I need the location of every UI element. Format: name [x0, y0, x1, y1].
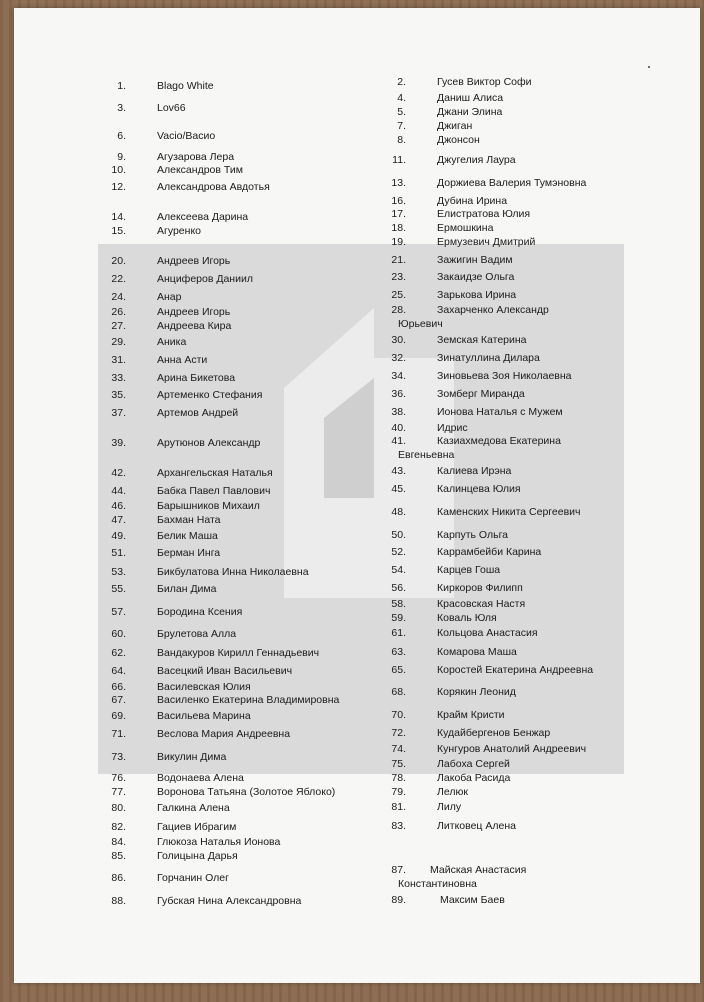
- item-number: 58.: [391, 598, 406, 610]
- item-name: Воронова Татьяна (Золотое Яблоко): [157, 786, 336, 798]
- item-number: 55.: [111, 583, 126, 595]
- item-name: Аника: [157, 336, 187, 348]
- item-number: 4.: [397, 92, 406, 104]
- item-name: Кунгуров Анатолий Андреевич: [437, 743, 587, 755]
- item-name: Алексеева Дарина: [157, 211, 249, 223]
- item-name: Гациев Ибрагим: [157, 821, 237, 833]
- item-number: 57.: [111, 606, 126, 618]
- item-name: Артеменко Стефания: [157, 389, 263, 401]
- item-number: 34.: [391, 370, 406, 382]
- item-name: Артемов Андрей: [157, 407, 239, 419]
- item-number: 84.: [111, 836, 126, 848]
- item-name: Губская Нина Александровна: [157, 895, 302, 907]
- item-number: 9.: [117, 151, 126, 163]
- item-name: Vacio/Васио: [157, 130, 216, 142]
- item-number: 26.: [111, 306, 126, 318]
- item-name: Дубина Ирина: [437, 195, 508, 207]
- item-number: 67.: [111, 694, 126, 706]
- item-name: Васецкий Иван Васильевич: [157, 665, 293, 677]
- item-number: 17.: [391, 208, 406, 220]
- item-number: 61.: [391, 627, 406, 639]
- item-name: Крайм Кристи: [437, 709, 505, 721]
- item-number: 60.: [111, 628, 126, 640]
- item-name: Бабка Павел Павлович: [157, 485, 271, 497]
- item-name: Красовская Настя: [437, 598, 526, 610]
- item-number: 87.: [391, 864, 406, 876]
- item-name: Идрис: [437, 422, 468, 434]
- item-name: Кудайбергенов Бенжар: [437, 727, 551, 739]
- item-name: Александрова Авдотья: [157, 181, 270, 193]
- item-number: 74.: [391, 743, 406, 755]
- item-number: 88.: [111, 895, 126, 907]
- item-name: Лилу: [437, 801, 462, 813]
- item-name: Каменских Никита Сергеевич: [437, 506, 581, 518]
- item-number: 71.: [111, 728, 126, 740]
- item-number: 8.: [397, 134, 406, 146]
- item-name: Бахман Ната: [157, 514, 221, 526]
- item-number: 22.: [111, 273, 126, 285]
- item-number: 72.: [391, 727, 406, 739]
- item-number: 39.: [111, 437, 126, 449]
- item-name: Зинатуллина Дилара: [437, 352, 540, 364]
- item-name: Джани Элина: [437, 106, 503, 118]
- item-number: 66.: [111, 681, 126, 693]
- item-name: Зиновьева Зоя Николаевна: [437, 370, 572, 382]
- item-name: Бикбулатова Инна Николаевна: [157, 566, 309, 578]
- item-name: Василенко Екатерина Владимировна: [157, 694, 340, 706]
- item-name: Зомберг Миранда: [437, 388, 525, 400]
- item-name: Андреев Игорь: [157, 255, 231, 267]
- item-name: Лакоба Расида: [437, 772, 511, 784]
- item-name: Карпуть Ольга: [437, 529, 509, 541]
- item-number: 54.: [391, 564, 406, 576]
- item-number: 65.: [391, 664, 406, 676]
- item-name: Берман Инга: [157, 547, 221, 559]
- item-number: 81.: [391, 801, 406, 813]
- item-number: 13.: [391, 177, 406, 189]
- item-number: 56.: [391, 582, 406, 594]
- item-number: 30.: [391, 334, 406, 346]
- item-number: 75.: [391, 758, 406, 770]
- item-number: 83.: [391, 820, 406, 832]
- item-name: Брулетова Алла: [157, 628, 237, 640]
- item-number: 7.: [397, 120, 406, 132]
- item-name: Каррамбейби Карина: [437, 546, 542, 558]
- item-name: Доржиева Валерия Тумэновна: [437, 177, 587, 189]
- item-name: Коваль Юля: [437, 612, 497, 624]
- item-number: 24.: [111, 291, 126, 303]
- item-number: 78.: [391, 772, 406, 784]
- item-name: Васильева Марина: [157, 710, 251, 722]
- item-name: Джугелия Лаура: [437, 154, 516, 166]
- item-name: Горчанин Олег: [157, 872, 229, 884]
- item-number: 32.: [391, 352, 406, 364]
- item-number: 5.: [397, 106, 406, 118]
- item-number: 44.: [111, 485, 126, 497]
- item-number: 69.: [111, 710, 126, 722]
- item-number: 77.: [111, 786, 126, 798]
- item-number: 53.: [111, 566, 126, 578]
- item-number: 6.: [117, 130, 126, 142]
- item-name: Билан Дима: [157, 583, 217, 595]
- item-number: 42.: [111, 467, 126, 479]
- item-number: 46.: [111, 500, 126, 512]
- item-number: 43.: [391, 465, 406, 477]
- item-number: 27.: [111, 320, 126, 332]
- item-name: Архангельская Наталья: [157, 467, 273, 479]
- item-name: Blago White: [157, 80, 214, 92]
- item-name: Анар: [157, 291, 182, 303]
- item-name: Лелюк: [437, 786, 468, 798]
- item-number: 82.: [111, 821, 126, 833]
- item-name: Зарькова Ирина: [437, 289, 517, 301]
- item-number: 3.: [117, 102, 126, 114]
- item-name: Анциферов Даниил: [157, 273, 253, 285]
- item-name: Зажигин Вадим: [437, 254, 513, 266]
- item-number: 35.: [111, 389, 126, 401]
- item-number: 52.: [391, 546, 406, 558]
- item-number: 79.: [391, 786, 406, 798]
- item-name: Lov66: [157, 102, 186, 114]
- item-number: 64.: [111, 665, 126, 677]
- item-number: 89.: [391, 894, 406, 906]
- item-name: Максим Баев: [440, 894, 505, 906]
- item-number: 51.: [111, 547, 126, 559]
- item-number: 20.: [111, 255, 126, 267]
- item-number: 48.: [391, 506, 406, 518]
- item-name: Литковец Алена: [437, 820, 516, 832]
- item-number: 70.: [391, 709, 406, 721]
- item-name: Корякин Леонид: [437, 686, 516, 698]
- item-number: 86.: [111, 872, 126, 884]
- item-number: 37.: [111, 407, 126, 419]
- item-number: 33.: [111, 372, 126, 384]
- item-name: Константиновна: [398, 878, 477, 890]
- item-number: 21.: [391, 254, 406, 266]
- item-number: 25.: [391, 289, 406, 301]
- item-number: 80.: [111, 802, 126, 814]
- item-name: Коростей Екатерина Андреевна: [437, 664, 594, 676]
- item-name: Белик Маша: [157, 530, 218, 542]
- item-number: 16.: [391, 195, 406, 207]
- item-number: 2.: [397, 76, 406, 88]
- item-name: Киркоров Филипп: [437, 582, 523, 594]
- item-name: Викулин Дима: [157, 751, 227, 763]
- item-number: 36.: [391, 388, 406, 400]
- item-name: Вандакуров Кирилл Геннадьевич: [157, 647, 320, 659]
- item-number: 15.: [111, 225, 126, 237]
- item-number: 47.: [111, 514, 126, 526]
- item-name: Карцев Гоша: [437, 564, 501, 576]
- item-name: Майская Анастасия: [430, 864, 527, 876]
- item-name: Закаидзе Ольга: [437, 271, 515, 283]
- item-number: 14.: [111, 211, 126, 223]
- item-name: Глюкоза Наталья Ионова: [157, 836, 281, 848]
- item-number: 59.: [391, 612, 406, 624]
- item-name: Александров Тим: [157, 164, 243, 176]
- item-name: Ермузевич Дмитрий: [437, 236, 536, 248]
- item-name: Лабоха Сергей: [437, 758, 510, 770]
- item-number: 31.: [111, 354, 126, 366]
- item-name: Агузарова Лера: [157, 151, 235, 163]
- item-name: Барышников Михаил: [157, 500, 260, 512]
- item-name: Арутюнов Александр: [157, 437, 261, 449]
- item-number: 68.: [391, 686, 406, 698]
- item-number: 23.: [391, 271, 406, 283]
- item-name: Голицына Дарья: [157, 850, 238, 862]
- item-name: Ионова Наталья с Мужем: [437, 406, 563, 418]
- item-name: Ермошкина: [437, 222, 494, 234]
- item-name: Гусев Виктор Софи: [437, 76, 532, 88]
- item-number: 28.: [391, 304, 406, 316]
- item-name: Кольцова Анастасия: [437, 627, 538, 639]
- item-number: 50.: [391, 529, 406, 541]
- item-name: Анна Асти: [157, 354, 208, 366]
- item-name: Елистратова Юлия: [437, 208, 531, 220]
- item-name: Комарова Маша: [437, 646, 517, 658]
- item-name: Юрьевич: [398, 318, 443, 330]
- item-number: 73.: [111, 751, 126, 763]
- item-number: 63.: [391, 646, 406, 658]
- item-name: Галкина Алена: [157, 802, 230, 814]
- item-number: 40.: [391, 422, 406, 434]
- item-number: 45.: [391, 483, 406, 495]
- item-name: Веслова Мария Андреевна: [157, 728, 291, 740]
- item-number: 38.: [391, 406, 406, 418]
- item-number: 62.: [111, 647, 126, 659]
- item-name: Казиахмедова Екатерина: [437, 435, 561, 447]
- item-name: Даниш Алиса: [437, 92, 504, 104]
- item-number: 12.: [111, 181, 126, 193]
- item-name: Джиган: [437, 120, 473, 132]
- item-number: 10.: [111, 164, 126, 176]
- item-number: 11.: [392, 154, 406, 166]
- item-name: Евгеньевна: [398, 449, 455, 461]
- item-name: Захарченко Александр: [437, 304, 549, 316]
- item-name: Калинцева Юлия: [437, 483, 521, 495]
- item-number: 19.: [391, 236, 406, 248]
- item-number: 76.: [111, 772, 126, 784]
- item-name: Андреева Кира: [157, 320, 232, 332]
- item-name: Андреев Игорь: [157, 306, 231, 318]
- item-number: 18.: [391, 222, 406, 234]
- item-name: Калиева Ирэна: [437, 465, 512, 477]
- item-number: 29.: [111, 336, 126, 348]
- item-name: Агуренко: [157, 225, 201, 237]
- item-name: Бородина Ксения: [157, 606, 243, 618]
- item-number: 85.: [111, 850, 126, 862]
- item-number: 41.: [391, 435, 406, 447]
- item-number: 1.: [117, 80, 126, 92]
- paper-mark: [648, 66, 650, 68]
- item-number: 49.: [111, 530, 126, 542]
- item-name: Василевская Юлия: [157, 681, 251, 693]
- item-name: Джонсон: [437, 134, 480, 146]
- item-name: Арина Бикетова: [157, 372, 236, 384]
- item-name: Земская Катерина: [437, 334, 527, 346]
- item-name: Водонаева Алена: [157, 772, 244, 784]
